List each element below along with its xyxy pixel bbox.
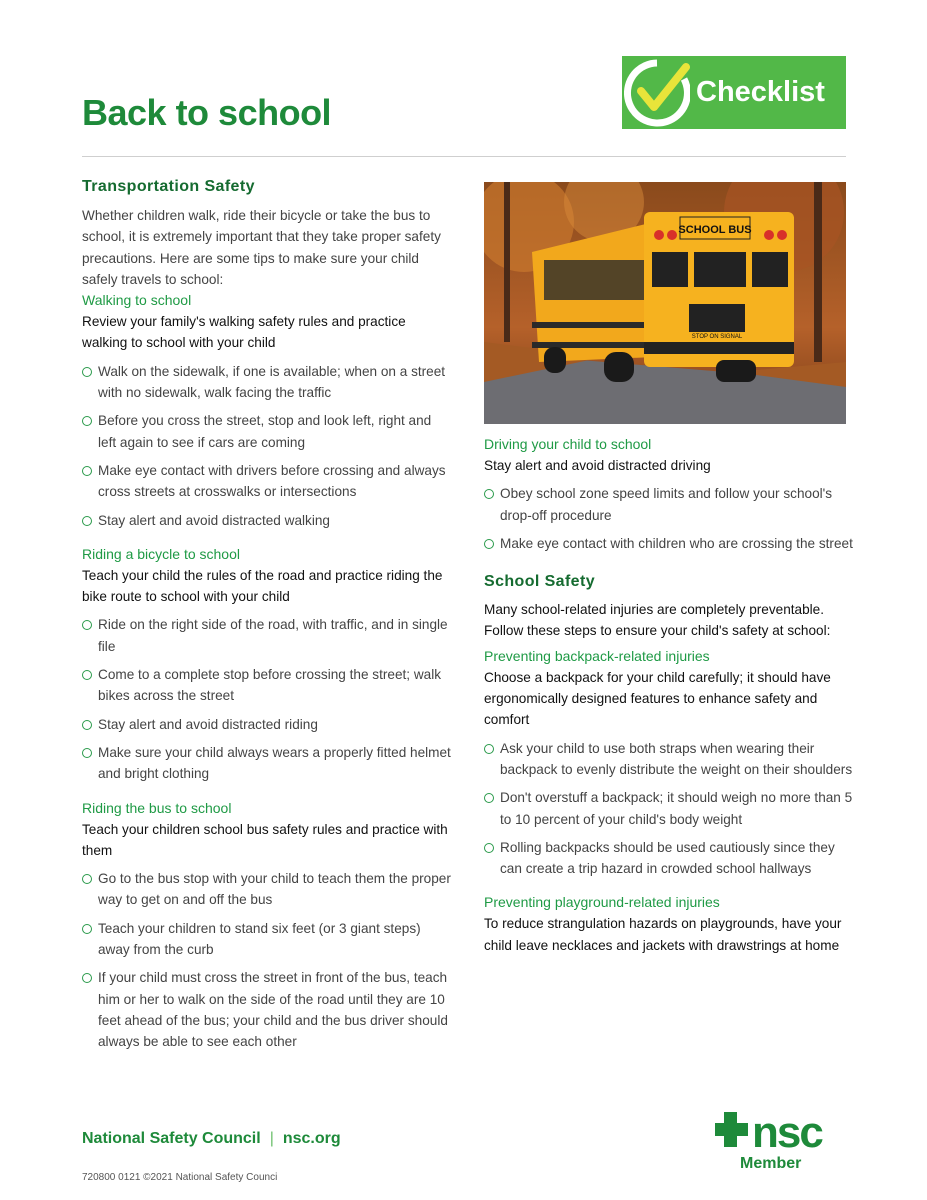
- bus-sign-text: SCHOOL BUS: [678, 224, 752, 236]
- school-safety-heading: School Safety: [484, 573, 596, 591]
- list-item: Make sure your child always wears a properly fitted helmet and bright clothing: [82, 742, 452, 785]
- footer-org: [82, 1130, 341, 1148]
- nsc-logo-icon: [715, 1110, 850, 1172]
- walking-title: Walking to school: [82, 292, 192, 309]
- list-item: Walk on the sidewalk, if one is available; when on a street with no sidewalk, walk facing the traffic: [82, 361, 452, 404]
- checkmark-icon: [624, 57, 690, 129]
- list-item: Teach your children to stand six feet (or 3 giant steps) away from the curb: [82, 918, 452, 961]
- list-item: Go to the bus stop with your child to teach them the proper way to get on and off the bus: [82, 868, 452, 911]
- school-safety-intro: Many school-related injuries are completely preventable. Follow these steps to ensure your child's safety at school:: [484, 602, 831, 639]
- bicycle-lead: Teach your child the rules of the road and practice riding the bike route to school with your child: [82, 567, 443, 605]
- list-item: Before you cross the street, stop and look left, right and left again to see if cars are coming: [82, 410, 452, 453]
- playground-lead: To reduce strangulation hazards on playgrounds, have your child leave necklaces and jackets with drawstrings at home: [484, 916, 842, 953]
- right-column: [484, 182, 854, 956]
- list-item: Come to a complete stop before crossing the street; walk bikes across the street: [82, 664, 452, 707]
- list-item: Obey school zone speed limits and follow your school's drop-off procedure: [484, 483, 854, 526]
- list-item: Make eye contact with children who are crossing the street: [484, 533, 854, 554]
- badge-label: Checklist: [696, 76, 825, 108]
- list-item: Stay alert and avoid distracted riding: [82, 714, 452, 735]
- driving-list: [484, 483, 854, 554]
- backpack-title: Preventing backpack-related injuries: [484, 647, 710, 664]
- bus-title: Riding the bus to school: [82, 799, 232, 816]
- walking-list: [82, 361, 452, 531]
- driving-title: Driving your child to school: [484, 436, 652, 452]
- page-title: Back to school: [82, 92, 332, 133]
- list-item: Stay alert and avoid distracted walking: [82, 510, 452, 531]
- driving-lead: Stay alert and avoid distracted driving: [484, 458, 711, 473]
- bus-lead: Teach your children school bus safety rules and practice with them: [82, 821, 448, 858]
- org-name: National Safety Council: [82, 1130, 261, 1147]
- logo-member-text: Member: [740, 1155, 802, 1172]
- school-bus-photo: [484, 182, 846, 424]
- stop-signal-text: STOP ON SIGNAL: [691, 334, 743, 340]
- list-item: Don't overstuff a backpack; it should weigh no more than 5 to 10 percent of your child's body weight: [484, 787, 854, 830]
- backpack-lead: Choose a backpack for your child carefully; it should have ergonomically designed features to enhance safety and comfort: [484, 669, 831, 728]
- header-divider: [82, 156, 846, 157]
- transportation-heading: Transportation Safety: [82, 178, 255, 195]
- list-item: If your child must cross the street in front of the bus, teach him or her to walk on the side of the road until they are 10 feet ahead of the bus; your child and the bus driver should always be able to see each other: [82, 967, 452, 1052]
- checklist-badge: [622, 56, 846, 129]
- nsc-member-logo: [715, 1110, 850, 1172]
- list-item: Make eye contact with drivers before crossing and always cross streets at crosswalks or intersections: [82, 460, 452, 503]
- list-item: Ask your child to use both straps when wearing their backpack to evenly distribute the weight on their shoulders: [484, 738, 854, 781]
- legal-line: 720800 0121 ©2021 National Safety Counci: [82, 1172, 278, 1183]
- bus-list: [82, 868, 452, 1052]
- logo-nsc-text: nsc: [752, 1110, 822, 1157]
- transportation-column: [82, 178, 452, 1053]
- bicycle-list: [82, 614, 452, 784]
- playground-title: Preventing playground-related injuries: [484, 894, 720, 911]
- list-item: Ride on the right side of the road, with traffic, and in single file: [82, 614, 452, 657]
- org-link[interactable]: nsc.org: [282, 1130, 341, 1147]
- bicycle-title: Riding a bicycle to school: [82, 545, 240, 562]
- school-bus-image: [484, 182, 846, 424]
- list-item: Rolling backpacks should be used cautiously since they can create a trip hazard in crowded school hallways: [484, 837, 854, 880]
- transportation-intro: Whether children walk, ride their bicycle or take the bus to school, it is extremely important that they take proper safety precautions. Here are some tips to make sure your child safely travels to school:: [82, 208, 441, 287]
- footer-separator: |: [269, 1130, 274, 1147]
- backpack-list: [484, 738, 854, 880]
- walking-lead: Review your family's walking safety rules and practice walking to school with your child: [82, 314, 406, 351]
